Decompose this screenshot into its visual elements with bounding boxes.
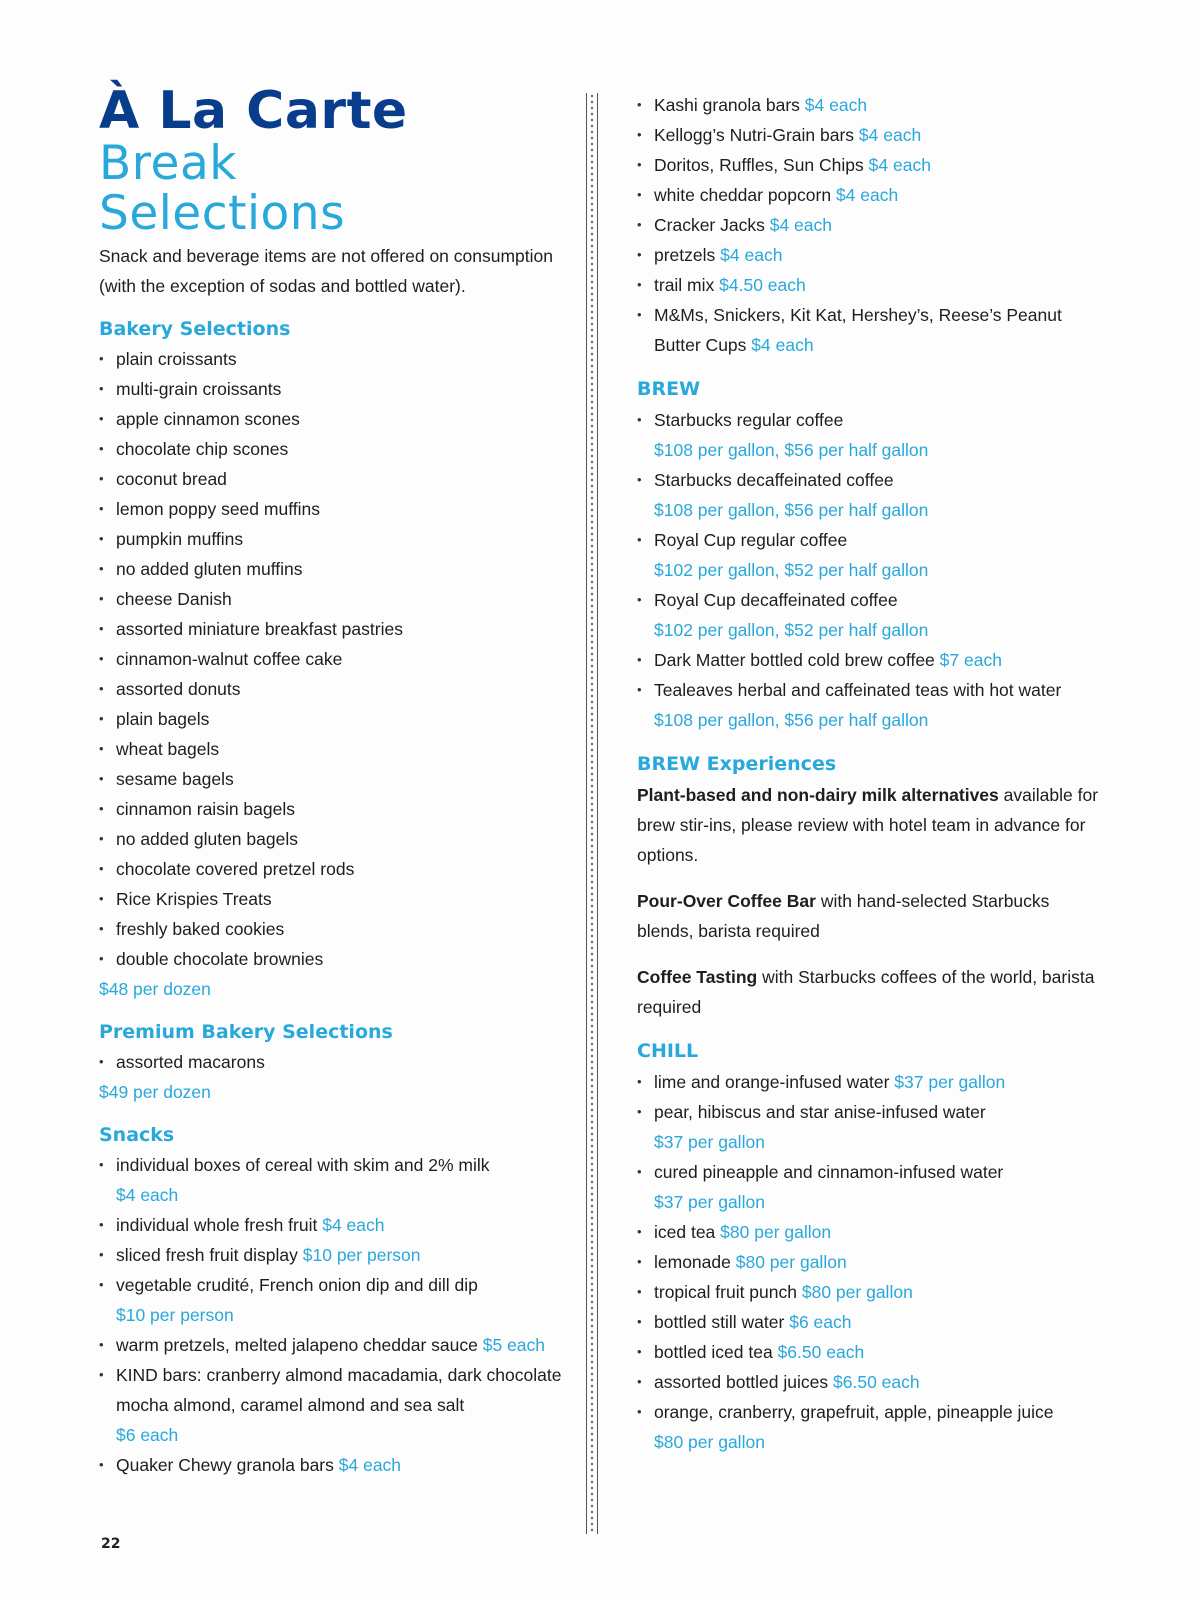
intro-text: Snack and beverage items are not offered on consumption (with the exception of sodas and bottled water). xyxy=(99,246,553,296)
item-price: $37 per gallon xyxy=(654,1132,765,1152)
list-item: • assorted macarons xyxy=(99,1047,569,1077)
item-price: $4 each xyxy=(751,335,814,355)
item-name: iced tea xyxy=(654,1222,716,1242)
item-name: lemonade xyxy=(654,1252,731,1272)
item-name: sliced fresh fruit display xyxy=(116,1245,298,1265)
list-item: • sesame bagels xyxy=(99,764,569,794)
list-item xyxy=(637,1217,1107,1247)
list-item xyxy=(637,90,1107,120)
list-item: • assorted donuts xyxy=(99,674,569,704)
list-item xyxy=(637,1397,1107,1457)
item-name: trail mix xyxy=(654,275,715,295)
list-item xyxy=(637,1307,1107,1337)
item-name: orange, cranberry, grapefruit, apple, pineapple juice xyxy=(654,1402,1054,1422)
list-item: • apple cinnamon scones xyxy=(99,404,569,434)
list-item: • cinnamon-walnut coffee cake xyxy=(99,644,569,674)
list-item xyxy=(637,120,1107,150)
list-item xyxy=(637,300,1107,360)
item-name: Kellogg’s Nutri-Grain bars xyxy=(654,125,855,145)
list-item xyxy=(637,1247,1107,1277)
item-name: bottled still water xyxy=(654,1312,785,1332)
item-price: $4 each xyxy=(720,245,783,265)
item-price: $4 each xyxy=(338,1455,402,1475)
item-name: pear, hibiscus and star anise-infused water xyxy=(654,1102,986,1122)
item-name: Doritos, Ruffles, Sun Chips xyxy=(654,155,864,175)
experience-name: Plant-based and non-dairy milk alternatives xyxy=(637,785,999,805)
item-name: Royal Cup decaffeinated coffee xyxy=(654,590,898,610)
item-price: $4 each xyxy=(804,95,868,115)
item-price: $5 each xyxy=(482,1335,546,1355)
item-price: $108 per gallon, $56 per half gallon xyxy=(654,710,929,730)
item-price: $6 each xyxy=(789,1312,852,1332)
page-title xyxy=(99,83,579,239)
bakery-list xyxy=(99,344,569,974)
item-name: white cheddar popcorn xyxy=(654,185,832,205)
item-name: vegetable crudité, French onion dip and dill dip xyxy=(116,1275,478,1295)
item-price: $80 per gallon xyxy=(801,1282,913,1302)
list-item: • chocolate covered pretzel rods xyxy=(99,854,569,884)
bakery-price: $48 per dozen xyxy=(99,979,211,999)
item-name: individual boxes of cereal with skim and 2% milk xyxy=(116,1155,490,1175)
item-name: pretzels xyxy=(654,245,716,265)
item-price: $37 per gallon xyxy=(654,1192,765,1212)
item-name: Tealeaves herbal and caffeinated teas with hot water xyxy=(654,680,1062,700)
list-item: • multi-grain croissants xyxy=(99,374,569,404)
item-price: $6.50 each xyxy=(777,1342,865,1362)
column-divider xyxy=(586,93,598,1534)
item-name: assorted bottled juices xyxy=(654,1372,829,1392)
premium-heading: Premium Bakery Selections xyxy=(99,1021,393,1043)
list-item xyxy=(637,585,1107,645)
list-item xyxy=(637,1157,1107,1217)
item-name: tropical fruit punch xyxy=(654,1282,797,1302)
experience-paragraph xyxy=(637,780,1107,870)
list-item xyxy=(637,150,1107,180)
list-item xyxy=(637,465,1107,525)
item-price: $80 per gallon xyxy=(735,1252,847,1272)
experience-description: available for brew stir-ins, please review with hotel team in advance for options. xyxy=(637,785,1099,865)
item-name: Starbucks decaffeinated coffee xyxy=(654,470,894,490)
brew-experiences xyxy=(637,780,1107,1022)
item-name: Cracker Jacks xyxy=(654,215,765,235)
brew-heading: BREW xyxy=(637,378,701,400)
list-item xyxy=(637,675,1107,735)
list-item xyxy=(637,210,1107,240)
brew-list xyxy=(637,405,1107,735)
item-name: lime and orange-infused water xyxy=(654,1072,890,1092)
list-item xyxy=(99,1150,569,1210)
item-name: individual whole fresh fruit xyxy=(116,1215,318,1235)
item-price: $102 per gallon, $52 per half gallon xyxy=(654,560,929,580)
item-price: $10 per person xyxy=(302,1245,421,1265)
brew-experiences-heading: BREW Experiences xyxy=(637,753,837,775)
list-item: • cinnamon raisin bagels xyxy=(99,794,569,824)
list-item: • coconut bread xyxy=(99,464,569,494)
item-name: Royal Cup regular coffee xyxy=(654,530,848,550)
item-price: $4 each xyxy=(769,215,833,235)
list-item: • no added gluten muffins xyxy=(99,554,569,584)
list-item xyxy=(637,1097,1107,1157)
item-name: cured pineapple and cinnamon-infused water xyxy=(654,1162,1004,1182)
item-price: $80 per gallon xyxy=(654,1432,765,1452)
item-price: $37 per gallon xyxy=(894,1072,1006,1092)
experience-name: Pour-Over Coffee Bar xyxy=(637,891,816,911)
item-price: $108 per gallon, $56 per half gallon xyxy=(654,500,929,520)
experience-description: with hand-selected Starbucks blends, barista required xyxy=(637,891,1050,941)
item-price: $4.50 each xyxy=(719,275,806,295)
experience-name: Coffee Tasting xyxy=(637,967,758,987)
list-item: • double chocolate brownies xyxy=(99,944,569,974)
title-line-2: Break xyxy=(99,136,237,191)
list-item xyxy=(637,1067,1107,1097)
snacks-heading: Snacks xyxy=(99,1124,175,1146)
list-item xyxy=(99,1330,569,1360)
list-item xyxy=(637,270,1107,300)
list-item xyxy=(637,525,1107,585)
list-item xyxy=(637,180,1107,210)
experience-paragraph xyxy=(637,962,1107,1022)
chill-heading: CHILL xyxy=(637,1040,699,1062)
item-name: Dark Matter bottled cold brew coffee xyxy=(654,650,935,670)
list-item: • plain bagels xyxy=(99,704,569,734)
list-item: • cheese Danish xyxy=(99,584,569,614)
list-item: • plain croissants xyxy=(99,344,569,374)
list-item: • freshly baked cookies xyxy=(99,914,569,944)
item-price: $4 each xyxy=(868,155,931,175)
list-item xyxy=(99,1270,569,1330)
list-item xyxy=(637,1277,1107,1307)
item-price: $4 each xyxy=(116,1185,179,1205)
snacks-list-continued xyxy=(637,90,1107,360)
item-name: Kashi granola bars xyxy=(654,95,800,115)
snacks-list xyxy=(99,1150,569,1480)
list-item: • pumpkin muffins xyxy=(99,524,569,554)
list-item xyxy=(637,1337,1107,1367)
left-column xyxy=(99,241,569,1480)
title-line-1: À La Carte xyxy=(99,81,408,141)
item-price: $102 per gallon, $52 per half gallon xyxy=(654,620,929,640)
item-name: Quaker Chewy granola bars xyxy=(116,1455,334,1475)
item-price: $108 per gallon, $56 per half gallon xyxy=(654,440,929,460)
list-item: • lemon poppy seed muffins xyxy=(99,494,569,524)
page-number: 22 xyxy=(101,1536,121,1552)
right-column xyxy=(637,90,1107,1457)
item-price: $10 per person xyxy=(116,1305,234,1325)
list-item: • Rice Krispies Treats xyxy=(99,884,569,914)
list-item xyxy=(637,405,1107,465)
list-item xyxy=(637,645,1107,675)
chill-list xyxy=(637,1067,1107,1457)
item-price: $6.50 each xyxy=(833,1372,920,1392)
premium-list xyxy=(99,1047,569,1077)
item-name: bottled iced tea xyxy=(654,1342,773,1362)
list-item: • assorted miniature breakfast pastries xyxy=(99,614,569,644)
item-name: Starbucks regular coffee xyxy=(654,410,844,430)
item-name: warm pretzels, melted jalapeno cheddar sauce xyxy=(116,1335,478,1355)
item-price: $4 each xyxy=(322,1215,385,1235)
experience-paragraph xyxy=(637,886,1107,946)
item-name: KIND bars: cranberry almond macadamia, dark chocolate mocha almond, caramel almond and sea salt xyxy=(116,1365,562,1415)
item-price: $80 per gallon xyxy=(720,1222,832,1242)
item-price: $4 each xyxy=(835,185,899,205)
list-item xyxy=(99,1450,569,1480)
list-item xyxy=(99,1210,569,1240)
premium-price: $49 per dozen xyxy=(99,1082,211,1102)
list-item xyxy=(99,1240,569,1270)
experience-description: with Starbucks coffees of the world, barista required xyxy=(637,967,1095,1017)
list-item xyxy=(637,240,1107,270)
title-line-3: Selections xyxy=(99,186,346,241)
item-name: M&Ms, Snickers, Kit Kat, Hershey’s, Reese’s Peanut Butter Cups xyxy=(654,305,1062,355)
item-price: $7 each xyxy=(939,650,1002,670)
list-item xyxy=(637,1367,1107,1397)
list-item: • chocolate chip scones xyxy=(99,434,569,464)
list-item: • no added gluten bagels xyxy=(99,824,569,854)
item-price: $6 each xyxy=(116,1425,179,1445)
bakery-heading: Bakery Selections xyxy=(99,318,291,340)
list-item xyxy=(99,1360,569,1450)
item-price: $4 each xyxy=(858,125,922,145)
list-item: • wheat bagels xyxy=(99,734,569,764)
